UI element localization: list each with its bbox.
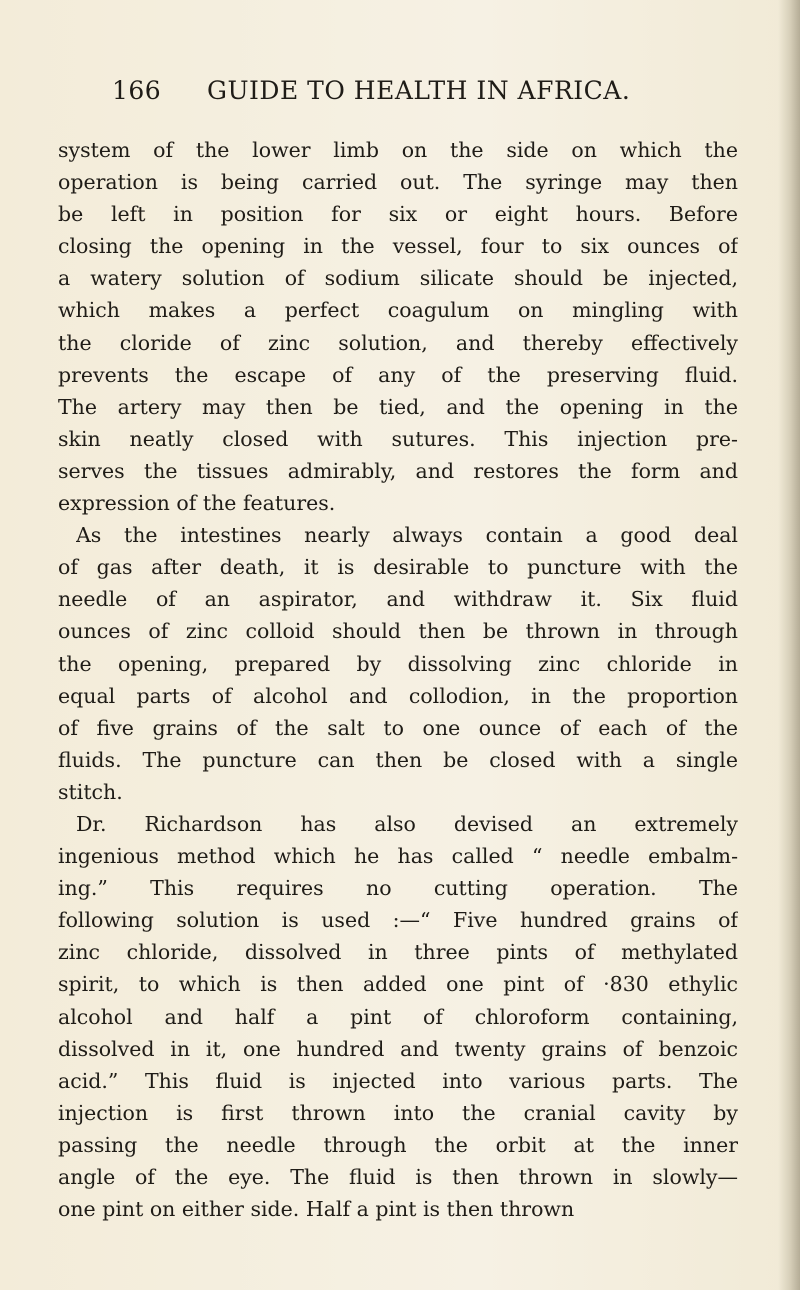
text-line: The artery may then be tied, and the opening in the — [58, 394, 738, 419]
text-line: passing the needle through the orbit at the inner — [58, 1132, 738, 1157]
text-line: alcohol and half a pint of chloroform containing, — [58, 1004, 738, 1029]
text-line: a watery solution of sodium silicate should be injected, — [58, 266, 738, 291]
text-line: ingenious method which he has called “ needle embalm- — [58, 844, 738, 869]
text-line: the opening, prepared by dissolving zinc chloride in — [58, 651, 738, 676]
body-text — [58, 134, 738, 1225]
text-line: the cloride of zinc solution, and thereby effectively — [58, 330, 738, 355]
text-line: expression of the features. — [58, 491, 336, 516]
text-line: acid.” This fluid is injected into various parts. The — [58, 1068, 738, 1093]
text-line: of five grains of the salt to one ounce of each of the — [58, 715, 738, 740]
text-line: following solution is used :—“ Five hundred grains of — [58, 908, 738, 933]
text-line: operation is being carried out. The syringe may then — [58, 170, 738, 195]
text-line: dissolved in it, one hundred and twenty grains of benzoic — [58, 1036, 738, 1061]
text-line: one pint on either side. Half a pint is then thrown — [58, 1197, 575, 1222]
text-line: equal parts of alcohol and collodion, in the proportion — [58, 683, 738, 708]
text-line: skin neatly closed with sutures. This injection pre- — [58, 426, 738, 451]
text-line: As the intestines nearly always contain a good deal — [76, 523, 738, 548]
text-line: zinc chloride, dissolved in three pints of methylated — [58, 940, 738, 965]
text-line: stitch. — [58, 779, 123, 804]
page-edge-shadow — [778, 0, 800, 1290]
text-line: serves the tissues admirably, and restores the form and — [58, 458, 738, 483]
text-line: fluids. The puncture can then be closed with a single — [58, 747, 738, 772]
page-number: 166 — [112, 76, 162, 105]
text-line: ounces of zinc colloid should then be thrown in through — [58, 619, 738, 644]
text-line: of gas after death, it is desirable to puncture with the — [58, 555, 738, 580]
text-line: ing.” This requires no cutting operation. The — [58, 876, 738, 901]
text-line: prevents the escape of any of the preserving fluid. — [58, 362, 738, 387]
text-line: needle of an aspirator, and withdraw it. Six fluid — [58, 587, 738, 612]
running-title: GUIDE TO HEALTH IN AFRICA. — [207, 76, 631, 105]
text-line: be left in position for six or eight hours. Before — [58, 202, 738, 227]
text-line: closing the opening in the vessel, four to six ounces of — [58, 234, 738, 259]
text-line: spirit, to which is then added one pint of ·830 ethylic — [58, 972, 738, 997]
running-head — [112, 76, 672, 116]
text-line: which makes a perfect coagulum on mingling with — [58, 298, 738, 323]
text-line: Dr. Richardson has also devised an extremely — [76, 811, 738, 836]
text-line: angle of the eye. The fluid is then thrown in slowly— — [58, 1165, 738, 1189]
text-line: injection is first thrown into the cranial cavity by — [58, 1100, 738, 1125]
text-line: system of the lower limb on the side on which the — [58, 138, 738, 162]
